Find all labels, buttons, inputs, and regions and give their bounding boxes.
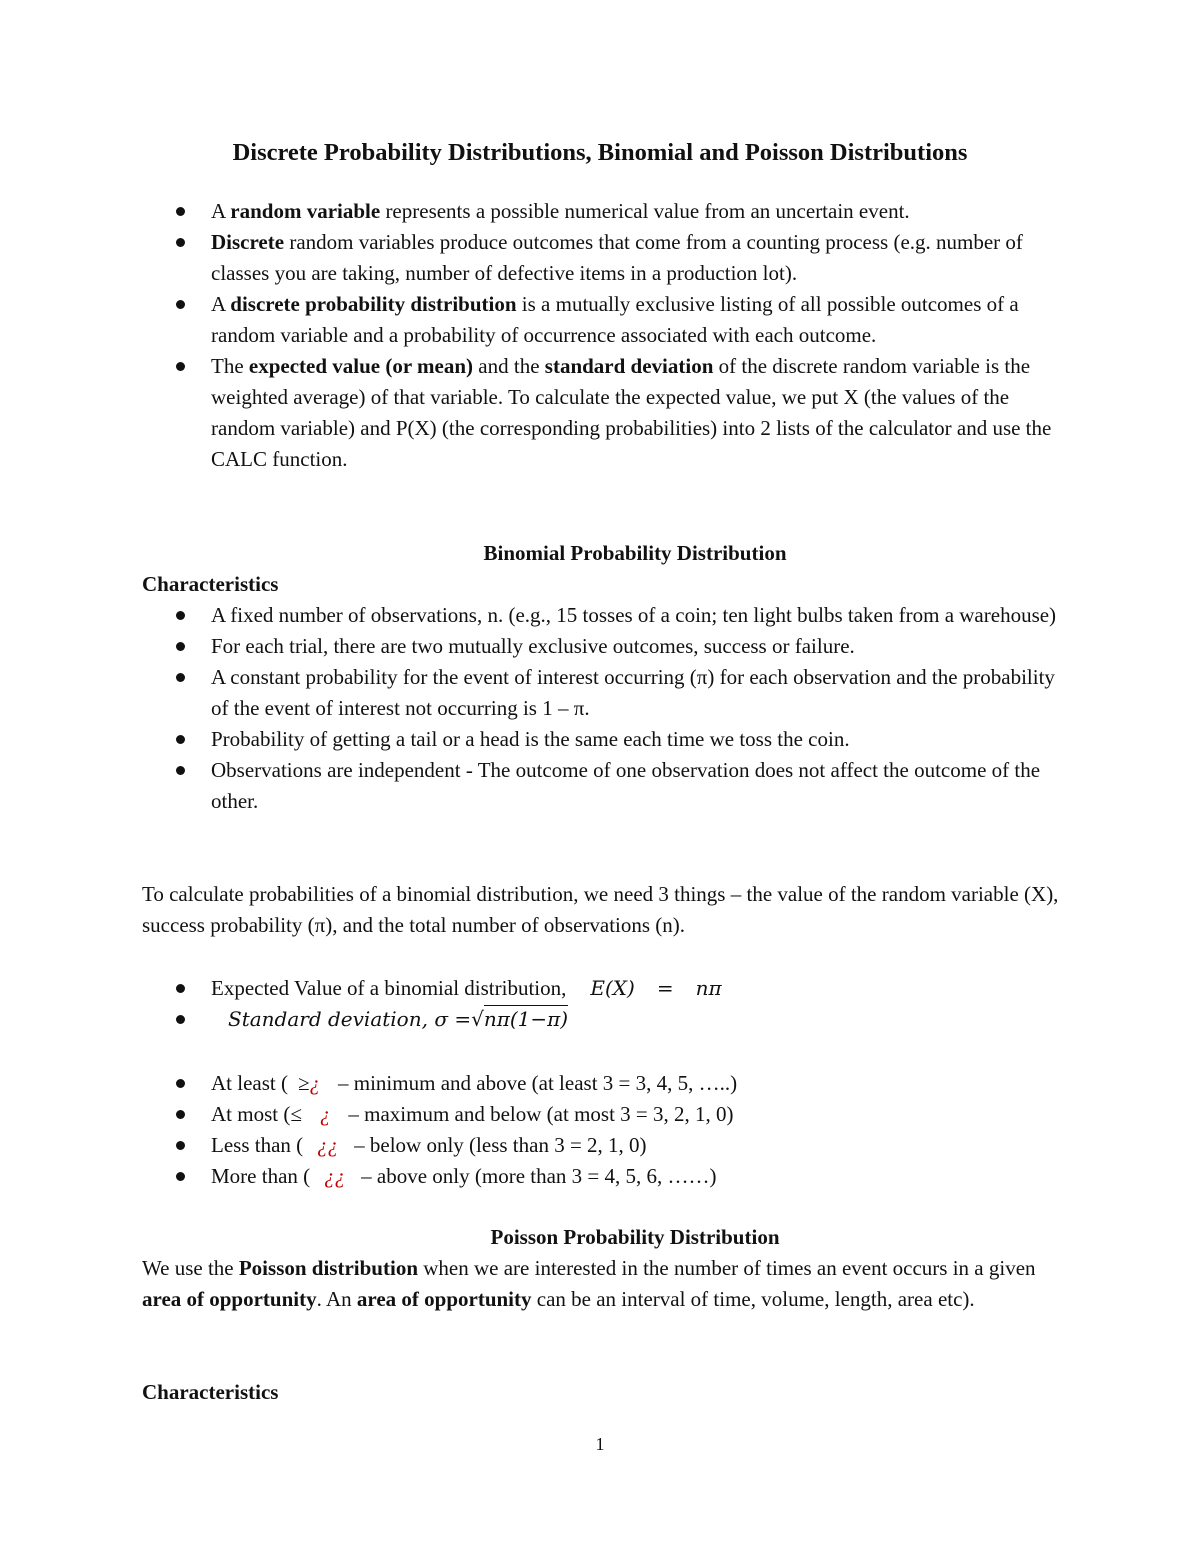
- standard-deviation-item: Standard deviation, σ =√nπ(1−π): [0, 1004, 1061, 1035]
- list-item: Discrete random variables produce outcomes that come from a counting process (e.g. number of classes you are taking, number of defective items in a production lot).: [0, 227, 1061, 289]
- list-item: A fixed number of observations, n. (e.g., 15 tosses of a coin; ten light bulbs taken from a warehouse): [0, 600, 1061, 631]
- bullet-icon: [176, 300, 185, 309]
- list-item: A constant probability for the event of interest occurring (π) for each observation and the probability of the event of interest not occurring is 1 – π.: [0, 662, 1061, 724]
- bullet-icon: [176, 984, 185, 993]
- binomial-characteristics-list: [0, 600, 1061, 817]
- binomial-calc-paragraph: To calculate probabilities of a binomial distribution, we need 3 things – the value of the random variable (X), success probability (π), and the total number of observations (n).: [142, 882, 1059, 937]
- list-item: For each trial, there are two mutually exclusive outcomes, success or failure.: [0, 631, 1061, 662]
- list-item: A discrete probability distribution is a mutually exclusive listing of all possible outcomes of a random variable and a probability of occurrence associated with each outcome.: [0, 289, 1061, 351]
- bullet-icon: [176, 1141, 185, 1150]
- binomial-formula-list: [0, 973, 1061, 1035]
- list-item: Observations are independent - The outcome of one observation does not affect the outcome of the other.: [0, 755, 1061, 817]
- bullet-icon: [176, 362, 185, 371]
- bullet-icon: [176, 238, 185, 247]
- list-item: At most (≤ ¿ – maximum and below (at most 3 = 3, 2, 1, 0): [0, 1099, 1061, 1130]
- bullet-icon: [176, 1110, 185, 1119]
- list-item: At least ( ≥¿ – minimum and above (at least 3 = 3, 4, 5, …..): [0, 1068, 1061, 1099]
- poisson-characteristics-heading: Characteristics: [142, 1380, 279, 1404]
- bullet-icon: [176, 642, 185, 651]
- intro-list: [0, 196, 1061, 475]
- bullet-icon: [176, 1172, 185, 1181]
- binomial-characteristics-heading: Characteristics: [142, 572, 279, 596]
- inequality-list: [0, 1068, 1061, 1192]
- expected-value-item: Expected Value of a binomial distribution, E(X) = nπ: [0, 973, 1061, 1004]
- bullet-icon: [176, 735, 185, 744]
- list-item: More than ( ¿¿ – above only (more than 3 = 4, 5, 6, ……): [0, 1161, 1061, 1192]
- bullet-icon: [176, 207, 185, 216]
- list-item: The expected value (or mean) and the standard deviation of the discrete random variable is the weighted average) of that variable. To calculate the expected value, we put X (the values of the random variable) and P(X) (the corresponding probabilities) into 2 lists of the calculator and use the CALC function.: [0, 351, 1061, 475]
- list-item: A random variable represents a possible numerical value from an uncertain event.: [0, 196, 1061, 227]
- bullet-icon: [176, 1015, 185, 1024]
- standard-deviation-radicand: nπ(1−π): [483, 1007, 569, 1031]
- binomial-heading: Binomial Probability Distribution: [483, 541, 787, 565]
- poisson-paragraph: We use the Poisson distribution when we are interested in the number of times an event occurs in a given area of opportunity. An area of opportunity can be an interval of time, volume, length, area etc).: [142, 1256, 1036, 1311]
- expected-value-rhs: nπ: [695, 976, 722, 1000]
- bullet-icon: [176, 611, 185, 620]
- bullet-icon: [176, 766, 185, 775]
- list-item: Probability of getting a tail or a head is the same each time we toss the coin.: [0, 724, 1061, 755]
- bullet-icon: [176, 673, 185, 682]
- poisson-heading: Poisson Probability Distribution: [490, 1225, 780, 1249]
- expected-value-lhs: E(X): [590, 976, 635, 1000]
- page-number: 1: [595, 1434, 605, 1454]
- document-title: Discrete Probability Distributions, Binomial and Poisson Distributions: [232, 139, 968, 166]
- list-item: Less than ( ¿¿ – below only (less than 3 = 2, 1, 0): [0, 1130, 1061, 1161]
- bullet-icon: [176, 1079, 185, 1088]
